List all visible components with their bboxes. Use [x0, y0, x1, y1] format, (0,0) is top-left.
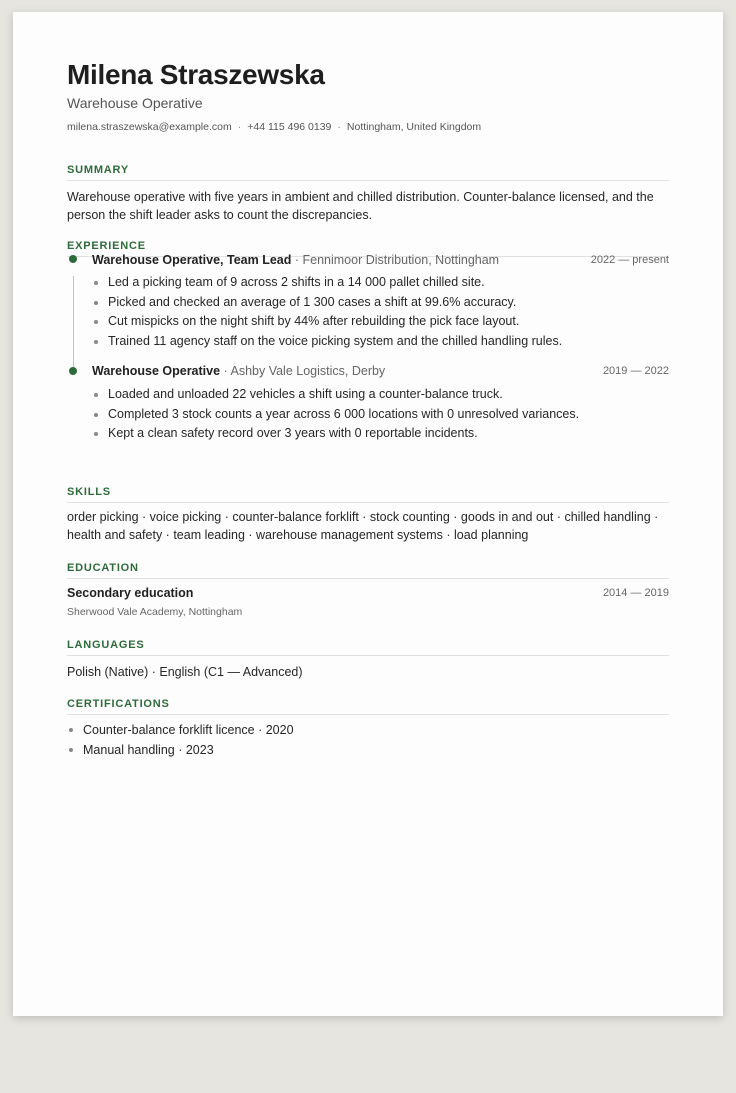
- job-bullets: [108, 273, 669, 351]
- education-row: [67, 586, 669, 600]
- job-role: Warehouse Operative: [92, 364, 221, 378]
- certification-item: Counter-balance forklift licence · 2020: [83, 720, 669, 740]
- timeline-line: [73, 276, 74, 372]
- skills-text: order picking · voice picking · counter-balance forklift · stock counting · goods in and out · chilled handling · health and safety · team leading · warehouse management systems · load planning: [67, 510, 659, 542]
- experience-heading: EXPERIENCE: [67, 240, 669, 257]
- job-bullets: [108, 385, 669, 444]
- job-company: · Fennimoor Distribution, Nottingham: [291, 253, 500, 267]
- education-school: Sherwood Vale Academy, Nottingham: [67, 606, 243, 618]
- timeline-dot: [69, 367, 77, 375]
- bullet-item: Picked and checked an average of 1 300 cases a shift at 99.6% accuracy.: [108, 293, 669, 313]
- bullet-item: Kept a clean safety record over 3 years with 0 reportable incidents.: [108, 424, 669, 444]
- summary-heading: SUMMARY: [67, 164, 669, 181]
- bullet-item: Completed 3 stock counts a year across 6 000 locations with 0 unresolved variances.: [108, 405, 669, 425]
- contact-separator: ·: [337, 121, 341, 133]
- contact-location: Nottingham, United Kingdom: [346, 121, 482, 133]
- contact-phone[interactable]: +44 115 496 0139: [247, 121, 332, 133]
- job-header: [92, 253, 669, 271]
- job-dates: 2022 — present: [590, 254, 669, 266]
- bullet-item: Led a picking team of 9 across 2 shifts in a 14 000 pallet chilled site.: [108, 273, 669, 293]
- resume-page: [13, 12, 723, 1016]
- job-dates: 2019 — 2022: [602, 365, 669, 377]
- skills-heading: SKILLS: [67, 486, 669, 503]
- bullet-item: Trained 11 agency staff on the voice picking system and the chilled handling rules.: [108, 332, 669, 352]
- job-role: Warehouse Operative, Team Lead: [92, 253, 292, 267]
- languages-heading: LANGUAGES: [67, 639, 669, 656]
- education-heading: EDUCATION: [67, 562, 669, 579]
- certifications-list: [83, 720, 669, 760]
- timeline-dot: [69, 255, 77, 263]
- contact-separator: ·: [237, 121, 242, 133]
- languages-text: Polish (Native) · English (C1 — Advanced): [67, 665, 303, 679]
- job-company: · Ashby Vale Logistics, Derby: [220, 364, 386, 378]
- certification-item: Manual handling · 2023: [83, 740, 669, 760]
- bullet-item: Cut mispicks on the night shift by 44% after rebuilding the pick face layout.: [108, 312, 669, 332]
- bullet-item: Loaded and unloaded 22 vehicles a shift using a counter-balance truck.: [108, 385, 669, 405]
- job-header: [92, 364, 669, 382]
- candidate-name: Milena Straszewska: [67, 59, 325, 90]
- candidate-title: Warehouse Operative: [67, 95, 203, 111]
- education-degree: Secondary education: [67, 586, 194, 600]
- summary-text: Warehouse operative with five years in ambient and chilled distribution. Counter-balance licensed, and the person the shift leader asks to count the discrepancies.: [67, 190, 654, 222]
- certifications-heading: CERTIFICATIONS: [67, 698, 669, 715]
- contact-email[interactable]: milena.straszewska@example.com: [67, 121, 232, 133]
- education-dates: 2014 — 2019: [602, 587, 669, 599]
- contact-line: [67, 121, 481, 133]
